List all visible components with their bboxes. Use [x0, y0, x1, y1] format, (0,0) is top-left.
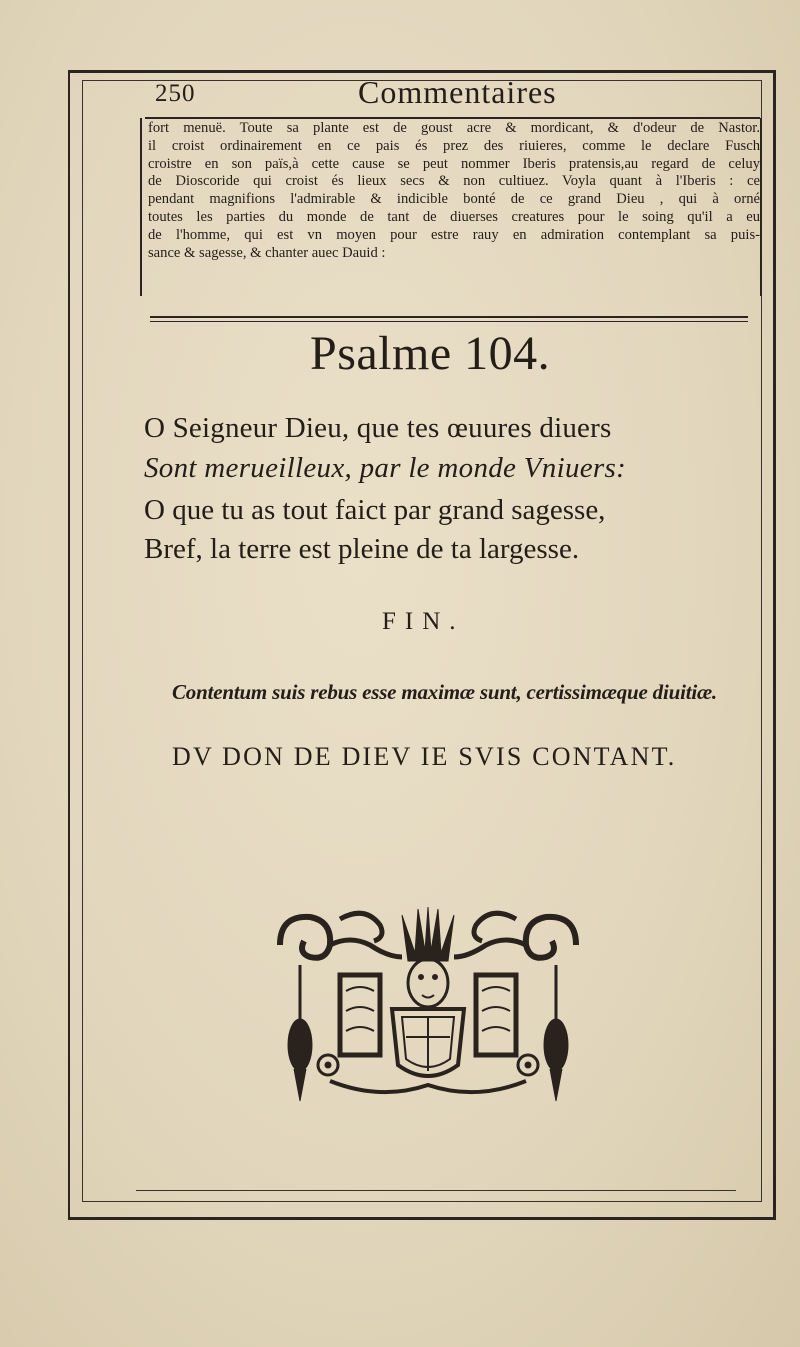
- section-rule: [150, 316, 748, 318]
- french-motto: DV DON DE DIEV IE SVIS CONTANT.: [172, 742, 677, 771]
- prose-line: de l'homme, qui est vn moyen pour estre rauy en admiration contemplant sa puis-: [148, 226, 760, 243]
- prose-line: sance & sagesse, & chanter auec Dauid :: [148, 244, 386, 261]
- psalm-verse: Bref, la terre est pleine de ta largesse.: [144, 533, 580, 565]
- prose-line: il croist ordinairement en ce pais és prez des riuieres, comme le declare Fusch: [148, 137, 760, 154]
- prose-line: croistre en son païs,à cette cause se peut nommer Iberis pratensis,au regard de celuy: [148, 155, 760, 172]
- prose-line: de Dioscoride qui croist és lieux secs & non cultiuez. Voyla quant à l'Iberis : ce: [148, 173, 760, 190]
- psalm-verse: O Seigneur Dieu, que tes œuures diuers: [144, 412, 612, 444]
- prose-line: pendant magnifions l'admirable & indicible bonté de ce grand Dieu , qui à orné: [148, 191, 760, 208]
- running-title: Commentaires: [358, 74, 557, 110]
- psalm-verse: Sont merueilleux, par le monde Vniuers:: [144, 452, 627, 484]
- fin-mark: FIN.: [382, 608, 465, 635]
- psalm-verse: O que tu as tout faict par grand sagesse,: [144, 494, 606, 526]
- page-number: 250: [155, 80, 196, 107]
- bottom-rule: [136, 1190, 736, 1191]
- printers-ornament-mask-icon: [270, 905, 586, 1105]
- prose-line: fort menuë. Toute sa plante est de goust acre & mordicant, & d'odeur de Nastor.: [148, 120, 760, 136]
- section-rule-thin: [150, 321, 748, 322]
- psalm-title: Psalme 104.: [310, 327, 551, 380]
- prose-line: toutes les parties du monde de tant de diuerses creatures pour le soing qu'il a eu: [148, 208, 760, 225]
- commentary-text: [148, 120, 760, 262]
- latin-motto: Contentum suis rebus esse maximæ sunt, certissimæque diuitiæ.: [172, 680, 717, 704]
